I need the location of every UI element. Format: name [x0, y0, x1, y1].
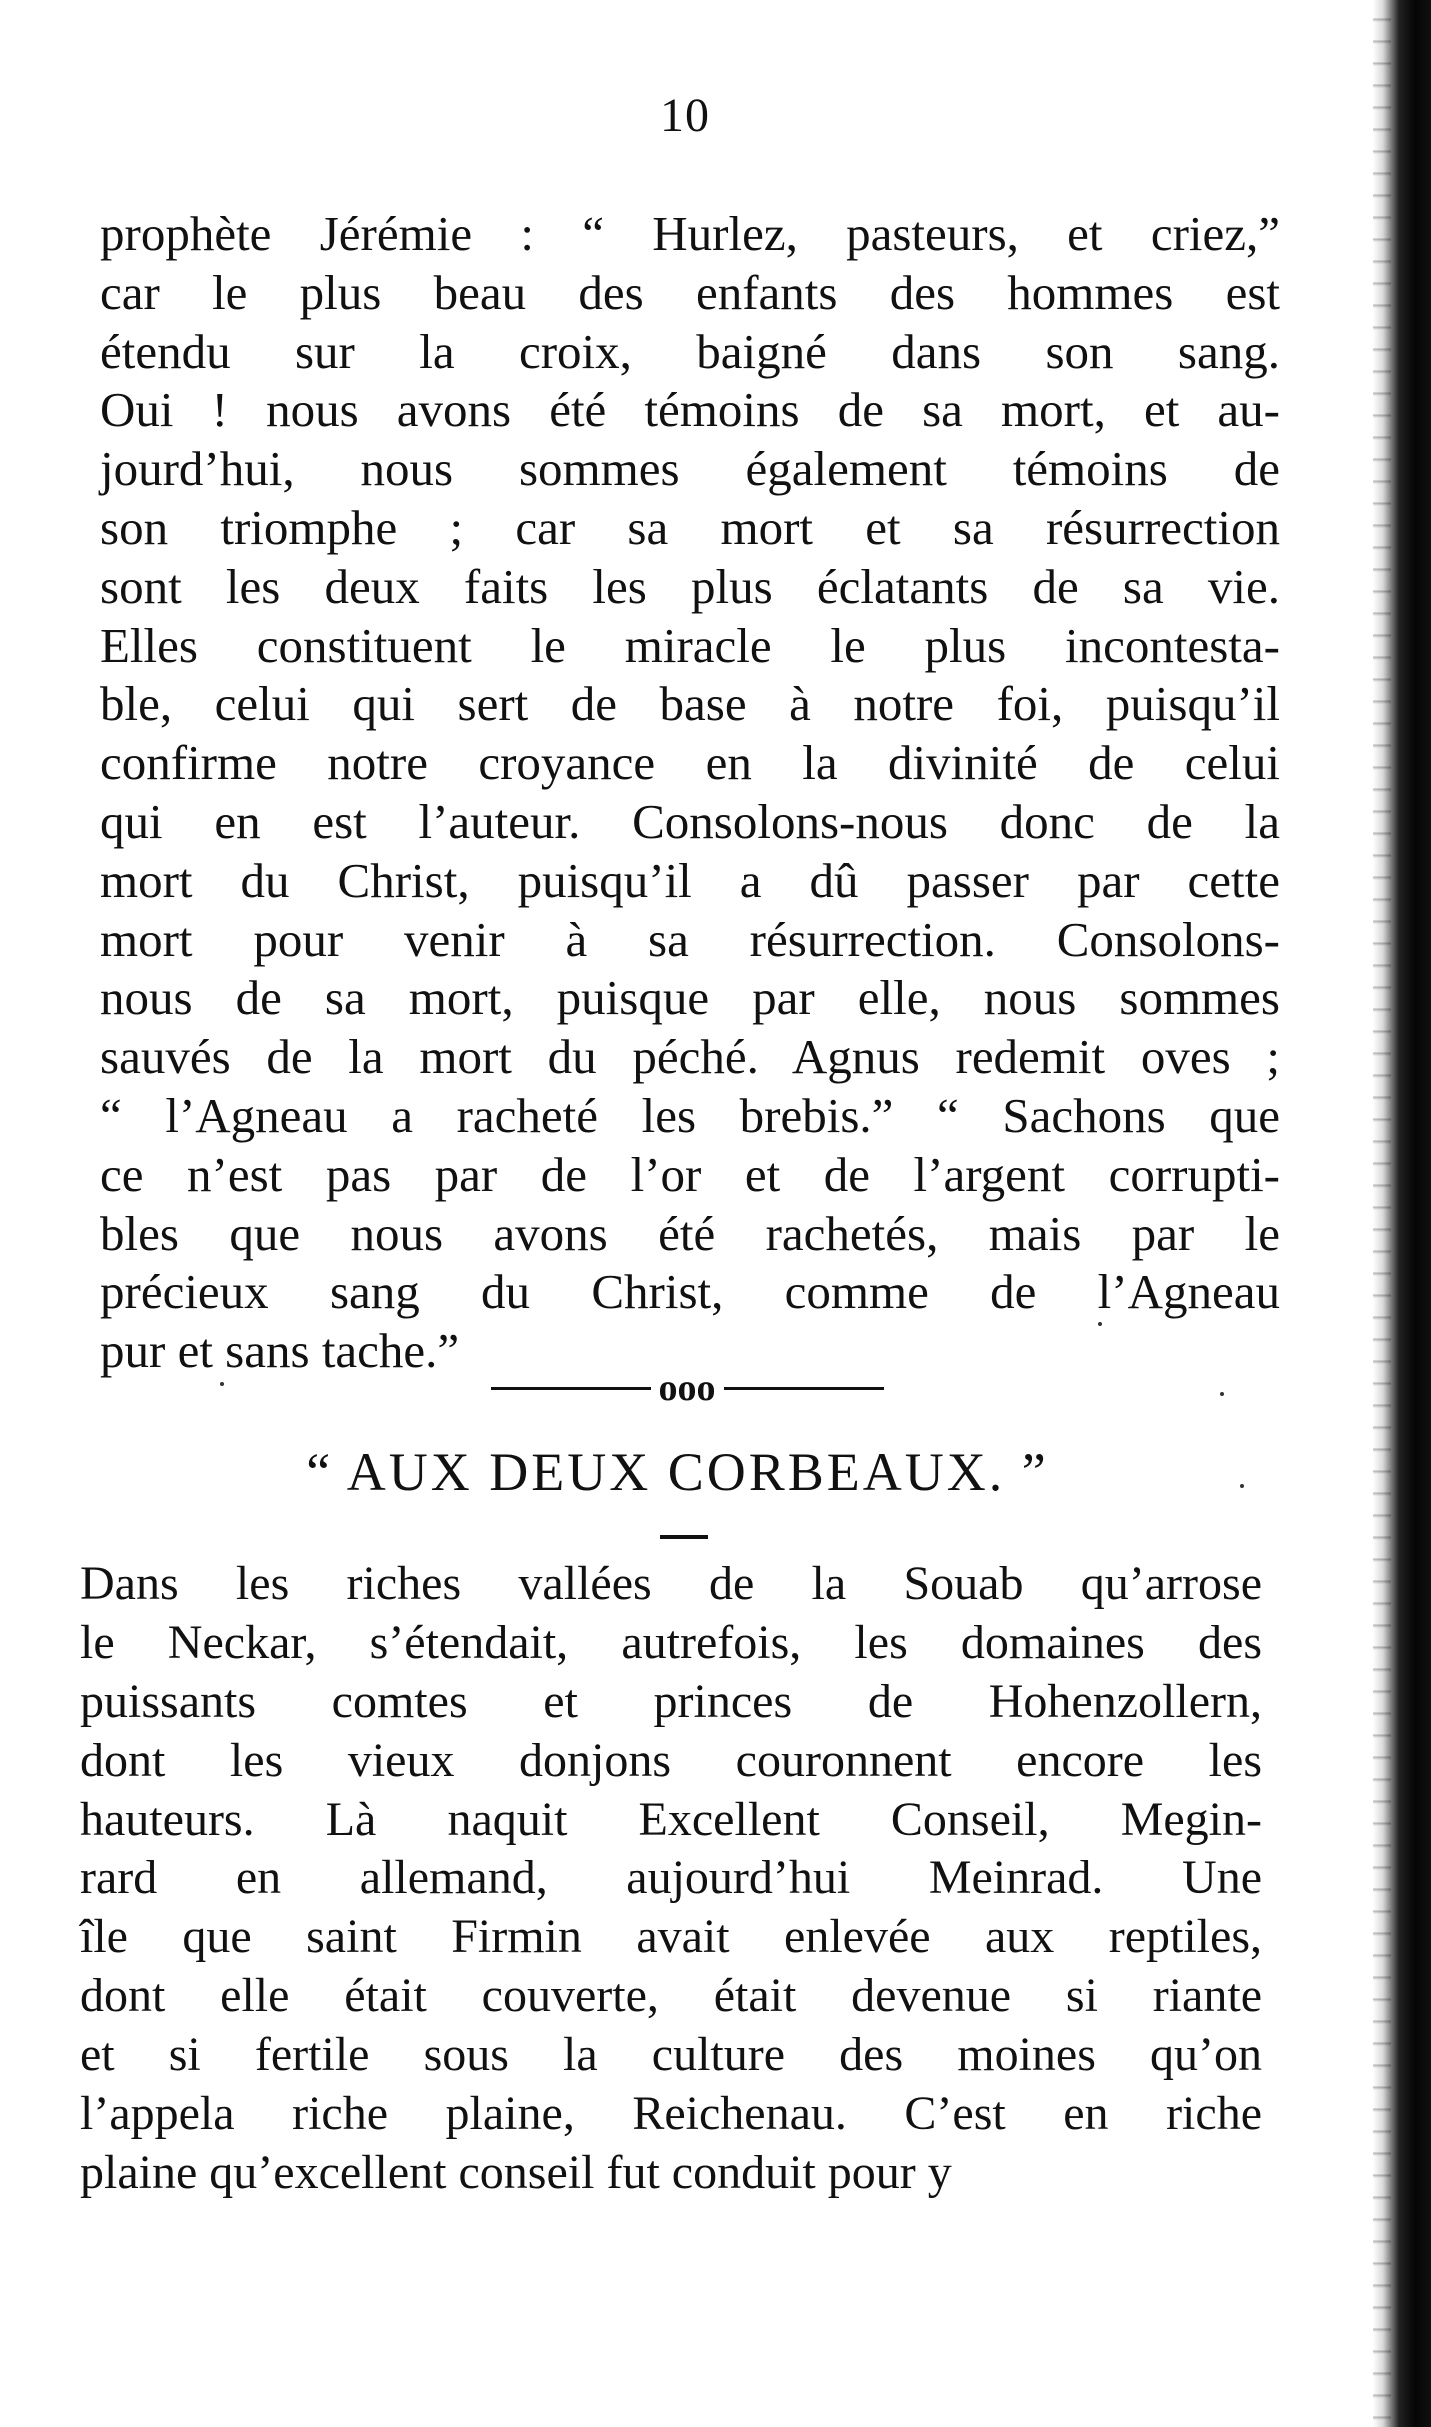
- text-line: son triomphe ; car sa mort et sa résurrection: [100, 499, 1280, 555]
- print-speck: [1240, 1484, 1244, 1488]
- book-binding-edge: [1373, 0, 1431, 2427]
- text-line: bles que nous avons été rachetés, mais par le: [100, 1205, 1280, 1261]
- text-line: le Neckar, s’étendait, autrefois, les domaines des: [80, 1615, 1262, 1669]
- text-line: nous de sa mort, puisque par elle, nous sommes: [100, 970, 1280, 1026]
- section-separator: [472, 1368, 902, 1408]
- page-number: 10: [660, 89, 710, 142]
- text-line: puissants comtes et princes de Hohenzollern,: [80, 1674, 1262, 1728]
- text-line: jourd’hui, nous sommes également témoins de: [100, 441, 1280, 497]
- separator-rule-right: [724, 1387, 884, 1390]
- text-line: l’appela riche plaine, Reichenau. C’est en riche: [80, 2087, 1262, 2141]
- print-speck: [1220, 1392, 1224, 1396]
- text-line: sauvés de la mort du péché. Agnus redemit oves ;: [100, 1029, 1280, 1085]
- text-line: sont les deux faits les plus éclatants de sa vie.: [100, 558, 1280, 614]
- text-line: pur et sans tache.”: [100, 1323, 460, 1379]
- text-line: île que saint Firmin avait enlevée aux reptiles,: [80, 1910, 1262, 1964]
- text-line: dont elle était couverte, était devenue si riante: [80, 1969, 1262, 2023]
- text-line: Elles constituent le miracle le plus incontesta-: [100, 617, 1280, 673]
- text-line: ble, celui qui sert de base à notre foi, puisqu’il: [100, 676, 1280, 732]
- text-line: Dans les riches vallées de la Souab qu’arrose: [80, 1557, 1262, 1610]
- text-line: “ l’Agneau a racheté les brebis.” “ Sachons que: [100, 1087, 1280, 1143]
- title-underline: [660, 1535, 708, 1539]
- text-line: mort du Christ, puisqu’il a dû passer par cette: [100, 852, 1280, 908]
- text-line: étendu sur la croix, baigné dans son sang.: [100, 323, 1280, 379]
- text-line: dont les vieux donjons couronnent encore les: [80, 1733, 1262, 1787]
- separator-ornament: ooo: [658, 1367, 716, 1409]
- print-speck: [1098, 1322, 1102, 1326]
- text-line: mort pour venir à sa résurrection. Consolons-: [100, 911, 1280, 967]
- text-line: prophète Jérémie : “ Hurlez, pasteurs, et criez,”: [100, 206, 1280, 261]
- separator-rule-left: [491, 1387, 651, 1390]
- section-title: “ AUX DEUX CORBEAUX. ”: [306, 1442, 1049, 1502]
- paragraph-meinrad: [80, 1555, 1262, 2203]
- text-line: qui en est l’auteur. Consolons-nous donc de la: [100, 793, 1280, 849]
- text-line: car le plus beau des enfants des hommes est: [100, 264, 1280, 320]
- paragraph-jeremie: [100, 205, 1280, 1381]
- text-line: Oui ! nous avons été témoins de sa mort, et au-: [100, 382, 1280, 438]
- text-line: plaine qu’excellent conseil fut conduit pour y: [80, 2145, 952, 2199]
- text-line: précieux sang du Christ, comme de l’Agneau: [100, 1264, 1280, 1320]
- print-speck: [220, 1382, 224, 1386]
- text-line: rard en allemand, aujourd’hui Meinrad. Une: [80, 1851, 1262, 1905]
- text-line: hauteurs. Là naquit Excellent Conseil, Megin-: [80, 1792, 1262, 1846]
- text-line: et si fertile sous la culture des moines qu’on: [80, 2028, 1262, 2082]
- text-line: ce n’est pas par de l’or et de l’argent corrupti-: [100, 1146, 1280, 1202]
- text-line: confirme notre croyance en la divinité de celui: [100, 735, 1280, 791]
